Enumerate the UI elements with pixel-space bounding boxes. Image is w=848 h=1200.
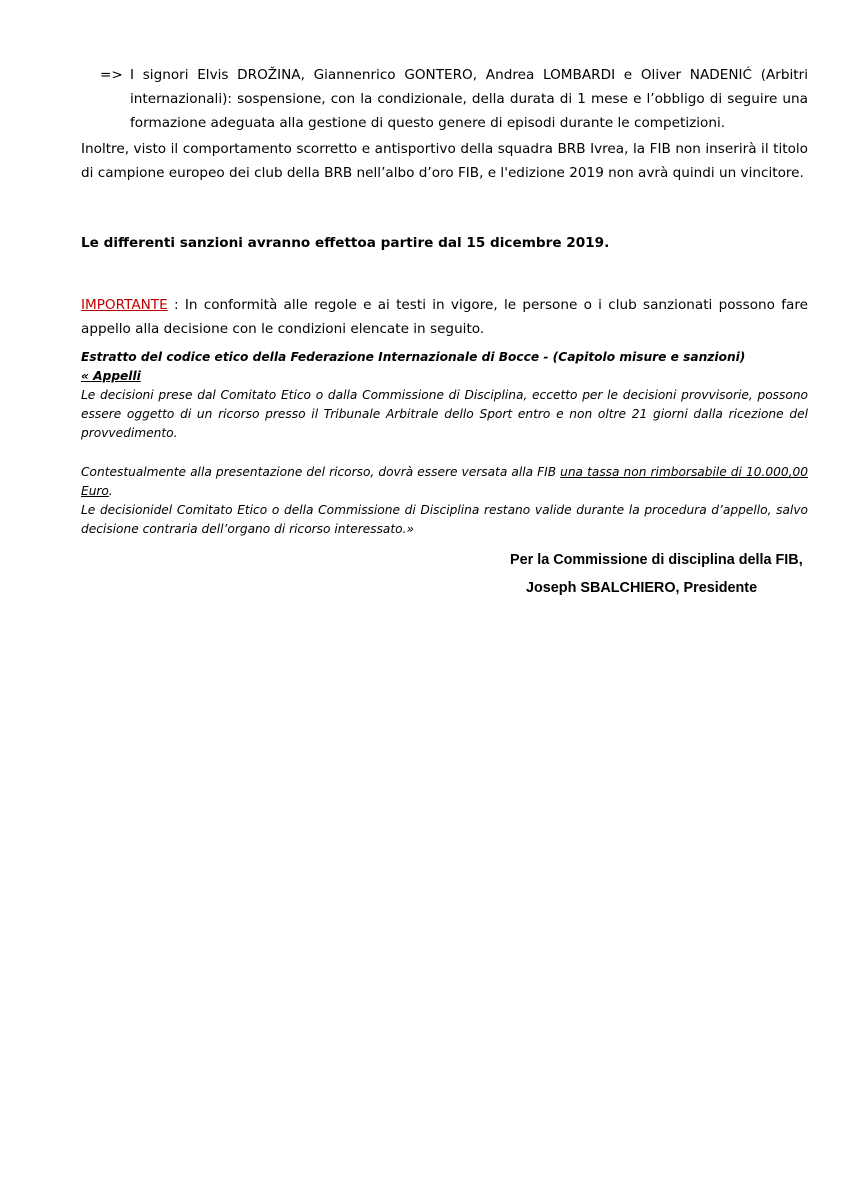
extract-paragraph-2-after: . [108, 484, 113, 498]
important-label: IMPORTANTE [81, 297, 168, 313]
paragraph-inoltre: Inoltre, visto il comportamento scorretto e antisportivo della squadra BRB Ivrea, la FIB non inserirà il titolo di campione europeo dei club della BRB nell’albo d’oro FIB, e l'edizione 2019 non avrà quindi un vincitore. [81, 141, 808, 181]
extract-paragraph-2-before: Contestualmente alla presentazione del ricorso, dovrà essere versata alla FIB [81, 465, 561, 479]
effective-date-notice: Le differenti sanzioni avranno effettoa partire dal 15 dicembre 2019. [81, 235, 610, 251]
signature-line-1: Per la Commissione di disciplina della FIB, [510, 552, 803, 568]
extract-paragraph-3: Le decisionidel Comitato Etico o della Commissione di Disciplina restano valide durante la procedura d’appello, salvo decisione contraria dell’organo di ricorso interessato.» [81, 503, 808, 536]
appeals-title: « Appelli [81, 369, 141, 383]
non-refundable-fee: una tassa non rimborsabile di 10.000,00 Euro [81, 465, 808, 498]
extract-paragraph-2 [81, 463, 808, 501]
important-paragraph [81, 293, 808, 341]
bullet-arrow-marker: => [100, 67, 123, 83]
important-text: : In conformità alle regole e ai testi in vigore, le persone o i club sanzionati possono fare appello alla decisione con le condizioni elencate in seguito. [81, 297, 808, 337]
extract-paragraph-1: Le decisioni prese dal Comitato Etico o dalla Commissione di Disciplina, eccetto per le decisioni provvisorie, possono essere oggetto di un ricorso presso il Tribunale Arbitrale dello Sport entro e non oltre 21 giorni dalla ricezione del provvedimento. [81, 388, 808, 440]
extract-heading: Estratto del codice etico della Federazione Internazionale di Bocce - (Capitolo misure e sanzioni) [81, 350, 746, 364]
signature-line-2: Joseph SBALCHIERO, Presidente [526, 580, 758, 596]
bullet-text: I signori Elvis DROŽINA, Giannenrico GONTERO, Andrea LOMBARDI e Oliver NADENIĆ (Arbitri internazionali): sospensione, con la condizionale, della durata di 1 mese e l’obbligo di seguire una formazione adeguata alla gestione di questo genere di episodi durante le competizioni. [130, 67, 808, 131]
